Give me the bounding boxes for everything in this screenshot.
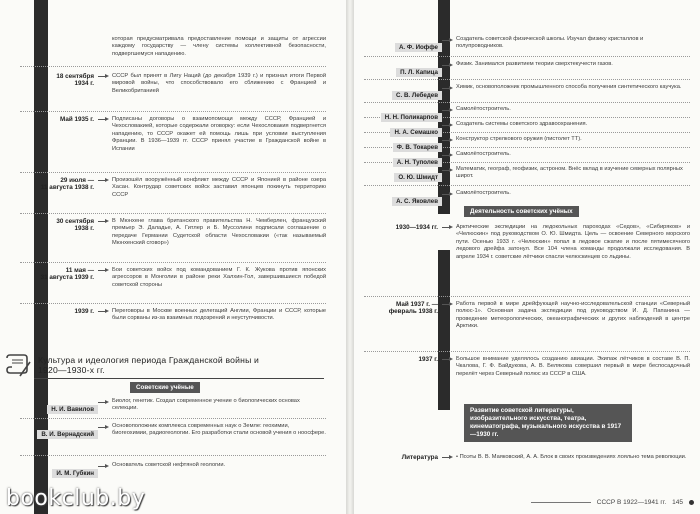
scientist-text: Физик. Занимался развитием теории сверхтекучести газов.: [456, 61, 613, 67]
scientist-name: Н. И. Вавилов: [47, 405, 98, 414]
arrow-icon: [442, 301, 456, 351]
scientist-name: Ф. В. Токарев: [393, 143, 442, 152]
scientist-text: Биолог, генетик. Создал современное учение о биологических основах селекции.: [112, 398, 300, 412]
arrow-icon: [442, 454, 456, 474]
scientist-name: Н. Н. Поликарпов: [381, 113, 442, 122]
subsection-tag: Советские учёные: [130, 382, 200, 393]
scientist-row: [364, 163, 690, 185]
entry-text: которая предусматривала предоставление помощи и защиты от агрессии каждому государству — члену системы коллективной безопасности, подвергшемуся нападению.: [112, 36, 326, 57]
scientist-name: В. И. Вернадский: [37, 430, 98, 439]
scientist-text: Математик, географ, геофизик, астроном. Внёс вклад в изучение северных полярных широт.: [456, 166, 683, 180]
scientist-text: Химик, основоположник промышленного способа получения синтетического каучука.: [456, 84, 682, 90]
scientist-name: С. В. Лебедев: [392, 91, 442, 100]
arrow-icon: [442, 224, 456, 296]
timeline-entry: [20, 67, 326, 111]
scientist-row: [364, 36, 690, 56]
entry-date: 1930—1934 гг.: [395, 224, 438, 231]
entry-text: Подписаны договоры о взаимопомощи между СССР, Францией и Чехословакией, которые содержали оговорку: если Чехословакия подвергнется нападению, то СССР окажет ей помощь лишь при условии выступления Франции. В 1936—1939 гг. СССР принял участие в Гражданской войне в Испании: [112, 116, 326, 152]
scientists-right: [364, 36, 690, 205]
page-footer: [531, 499, 694, 506]
scientists-left: [20, 398, 326, 477]
scientist-name: А. Н. Туполев: [393, 158, 442, 167]
timeline-entry: [364, 352, 690, 398]
entry-text: Бои советских войск под командованием Г. К. Жукова против японских агрессоров в Монголии в районе реки Халхин-Гол, завершившиеся победой советской стороны: [112, 267, 326, 288]
timeline-entry: [364, 454, 690, 474]
arrow-icon: [98, 177, 112, 213]
entry-text: СССР был принят в Лигу Наций (до декабря 1939 г.) и признал итоги Первой мировой войны, что способствовало его сближению с Францией и Великобританией: [112, 73, 326, 94]
timeline-entry: [364, 297, 690, 351]
entry-text: Арктические экспедиции на ледокольных пароходах «Седов», «Сибиряков» и «Челюскин» под руководством О. Ю. Шмидта. Цель — освоение Северного морского пути. Осенью 1933 г. «Челюскин» попал в ледовое сжатие и после пятимесячного ледового дрейфа затонул. Все 104 члена команды продолжали исследования. В апреле 1934 г. советские лётчики спасли челюскинцев со льдины.: [456, 224, 690, 260]
timeline-entry: [20, 173, 326, 213]
entry-date: 29 июля — 11 августа 1938 г.: [40, 177, 94, 192]
scientist-text: Самолётостроитель.: [456, 190, 511, 196]
right-page: [354, 0, 700, 514]
section-title-text: Культура и идеология периода Гражданской войны и 1920—1930-х гг.: [38, 355, 260, 375]
entry-date: [20, 36, 98, 66]
scientist-row: [20, 398, 326, 418]
arrow-icon: [442, 356, 456, 398]
scientist-text: Основоположник комплекса современных наук о Земле: геохимии, биогеохимии, радиогеологии. Его разработки стали основой учения о ноосфере.: [112, 423, 326, 437]
scientist-row: [364, 133, 690, 151]
footer-dot: [689, 500, 694, 505]
entry-date: Литература: [401, 454, 438, 461]
arrow-icon: [98, 218, 112, 262]
timeline-entry: [364, 224, 690, 296]
scientist-row: [364, 57, 690, 79]
watermark: bookclub.by: [6, 486, 146, 511]
scientist-name: А. С. Яковлев: [392, 197, 442, 206]
scientist-row: [364, 103, 690, 121]
entry-date: 30 сентября 1938 г.: [56, 218, 94, 233]
subsection-tag: Развитие советской литературы, изобразительного искусства, театра, кинематографа, музыкального искусства в 1917—1930 гг.: [464, 404, 632, 442]
scientist-row: [364, 186, 690, 205]
scientist-text: Основатель советской нефтяной геологии.: [112, 462, 226, 468]
entry-text: В Мюнхене глава британского правительства Н. Чемберлен, французский премьер Э. Даладье, А. Гитлер и Б. Муссолини подписали соглашение о передаче Германии Судетской области Чехословакии («так называемый Мюнхенский сговор»): [112, 218, 326, 247]
arrow-icon: [98, 116, 112, 172]
arrow-icon: [98, 267, 112, 303]
scientist-text: Самолётостроитель.: [456, 106, 511, 112]
scientist-row: [364, 118, 690, 136]
scientist-name: И. М. Губкин: [52, 469, 98, 478]
scientist-text: Конструктор стрелкового оружия (пистолет ТТ).: [456, 136, 582, 142]
timeline-entry: [20, 214, 326, 262]
footer-rule: [531, 502, 591, 503]
scientist-row: [364, 148, 690, 166]
scientist-text: Создатель советской физической школы. Изучал физику кристаллов и полупроводников.: [456, 36, 644, 50]
scientist-name: А. Ф. Иоффе: [395, 43, 442, 52]
scientist-row: [364, 80, 690, 102]
scientist-name: Н. А. Семашко: [390, 128, 442, 137]
scientist-text: Самолётостроитель.: [456, 151, 511, 157]
entry-text: Работа первой в мире дрейфующей научно-исследовательской станции «Северный полюс-1». Основная задача экспедиции под руководством И. Д. Папанина — проведение метеорологических, океанографических и других наблюдений в центре Арктики.: [456, 301, 690, 330]
left-page: [0, 0, 346, 514]
section-title: [4, 352, 330, 378]
entry-date: Май 1937 г. — февраль 1938 г.: [388, 301, 438, 316]
entry-date: 1937 г.: [418, 356, 438, 363]
literature: [364, 454, 690, 474]
scroll-pen-icon: [4, 352, 32, 378]
scientist-text: Создатель системы советского здравоохранения.: [456, 121, 588, 127]
scientist-row: [20, 419, 326, 455]
entry-date: 18 сентября 1934 г.: [56, 73, 94, 88]
arrow-icon: [98, 73, 112, 111]
entry-text: • Поэты В. В. Маяковский, А. А. Блок в своих произведениях лояльно тема революции.: [456, 454, 687, 460]
timeline-entry: [20, 112, 326, 172]
entry-date: 11 мая — 31 августа 1939 г.: [40, 267, 94, 282]
arrow-icon: [98, 308, 112, 334]
timeline-entry: [20, 36, 326, 66]
entry-text: Произошёл вооружённый конфликт между СССР и Японией в районе озера Хасан. Контрудар советских войск заставил японцев покинуть территорию СССР: [112, 177, 326, 198]
entry-text: Переговоры в Москве военных делегаций Англии, Франции и СССР, которые были сорваны из-за взаимных подозрений и неуступчивости.: [112, 308, 326, 322]
timeline-entry: [20, 304, 326, 334]
scientist-name: О. Ю. Шмидт: [394, 173, 442, 182]
page-gutter: [346, 0, 354, 514]
entry-date: 1939 г.: [74, 308, 94, 315]
title-underline: [34, 378, 324, 379]
activities: [364, 224, 690, 398]
footer-text: СССР В 1922—1941 гг.: [596, 499, 667, 506]
page-number: 145: [672, 499, 683, 506]
scientist-name: П. Л. Капица: [396, 68, 442, 77]
scientist-row: [20, 456, 326, 477]
entry-date: Май 1935 г.: [60, 116, 94, 123]
entry-text: Большое внимание уделялось созданию авиации. Экипаж лётчиков в составе В. П. Чкалова, Г. Ф. Байдукова, А. В. Белякова совершил первый в мире беспосадочный перелёт через Северный полюс из СССР в США.: [456, 356, 690, 377]
timeline-left: [20, 36, 326, 334]
subsection-tag: Деятельность советских учёных: [464, 206, 579, 217]
timeline-entry: [20, 263, 326, 303]
